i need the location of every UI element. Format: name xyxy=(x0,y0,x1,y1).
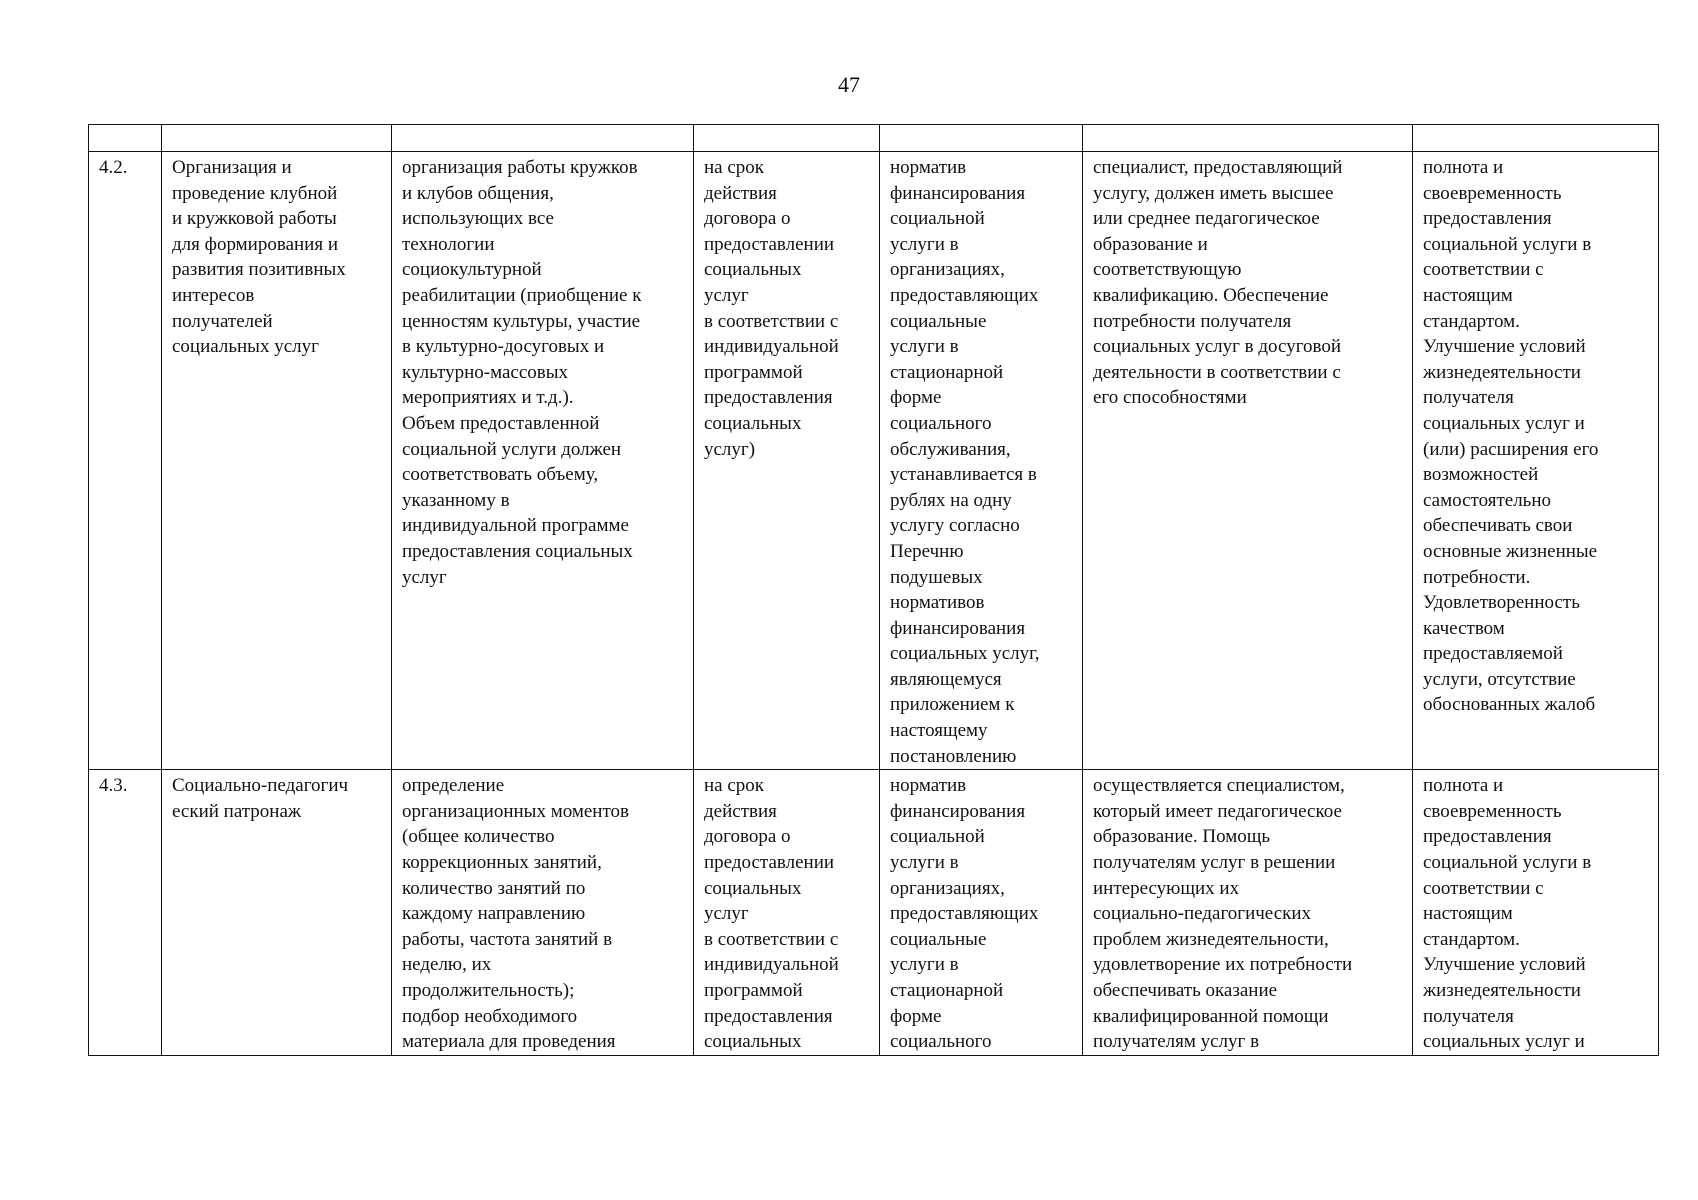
service-term-cell: на срок действия договора о предоставлении социальных услуг в соответствии с индивидуальной программой предоставления социальных xyxy=(694,770,880,1056)
header-cell xyxy=(1413,125,1659,152)
table-header-row xyxy=(89,125,1659,152)
row-number-cell: 4.2. xyxy=(89,152,162,770)
header-cell xyxy=(89,125,162,152)
services-table xyxy=(88,124,1659,1056)
financing-norm-cell: норматив финансирования социальной услуги в организациях, предоставляющих социальные услуги в стационарной форме социального обслуживания, устанавливается в рублях на одну услугу согласно Перечню подушевых нормативов финансирования социальных услуг, являющемуся приложением к настоящему постановлению xyxy=(880,152,1083,770)
quality-indicators-cell: полнота и своевременность предоставления социальной услуги в соответствии с настоящим стандартом. Улучшение условий жизнедеятельности получателя социальных услуг и (или) расширения его возможностей самостоятельно обеспечивать свои основные жизненные потребности. Удовлетворенность качеством предоставляемой услуги, отсутствие обоснованных жалоб xyxy=(1413,152,1659,770)
service-conditions-cell: специалист, предоставляющий услугу, должен иметь высшее или среднее педагогическое образование и соответствующую квалификацию. Обеспечение потребности получателя социальных услуг в досуговой деятельности в соответствии с его способностями xyxy=(1083,152,1413,770)
table-row xyxy=(89,152,1659,770)
header-cell xyxy=(1083,125,1413,152)
page-number: 47 xyxy=(838,72,860,97)
service-term-cell: на срок действия договора о предоставлении социальных услуг в соответствии с индивидуальной программой предоставления социальных услуг) xyxy=(694,152,880,770)
service-description-cell: организация работы кружков и клубов общения, использующих все технологии социокультурной реабилитации (приобщение к ценностям культуры, участие в культурно-досуговых и культурно-массовых мероприятиях и т.д.). Объем предоставленной социальной услуги должен соответствовать объему, указанному в индивидуальной программе предоставления социальных услуг xyxy=(392,152,694,770)
header-cell xyxy=(162,125,392,152)
table-row xyxy=(89,770,1659,1056)
service-description-cell: определение организационных моментов (общее количество коррекционных занятий, количество занятий по каждому направлению работы, частота занятий в неделю, их продолжительность); подбор необходимого материала для проведения xyxy=(392,770,694,1056)
service-name-cell: Организация и проведение клубной и кружковой работы для формирования и развития позитивных интересов получателей социальных услуг xyxy=(162,152,392,770)
header-cell xyxy=(392,125,694,152)
quality-indicators-cell: полнота и своевременность предоставления социальной услуги в соответствии с настоящим стандартом. Улучшение условий жизнедеятельности получателя социальных услуг и xyxy=(1413,770,1659,1056)
header-cell xyxy=(694,125,880,152)
header-cell xyxy=(880,125,1083,152)
service-name-cell: Социально-педагогич еский патронаж xyxy=(162,770,392,1056)
row-number-cell: 4.3. xyxy=(89,770,162,1056)
financing-norm-cell: норматив финансирования социальной услуги в организациях, предоставляющих социальные услуги в стационарной форме социального xyxy=(880,770,1083,1056)
service-conditions-cell: осуществляется специалистом, который имеет педагогическое образование. Помощь получателям услуг в решении интересующих их социально-педагогических проблем жизнедеятельности, удовлетворение их потребности обеспечивать оказание квалифицированной помощи получателям услуг в xyxy=(1083,770,1413,1056)
